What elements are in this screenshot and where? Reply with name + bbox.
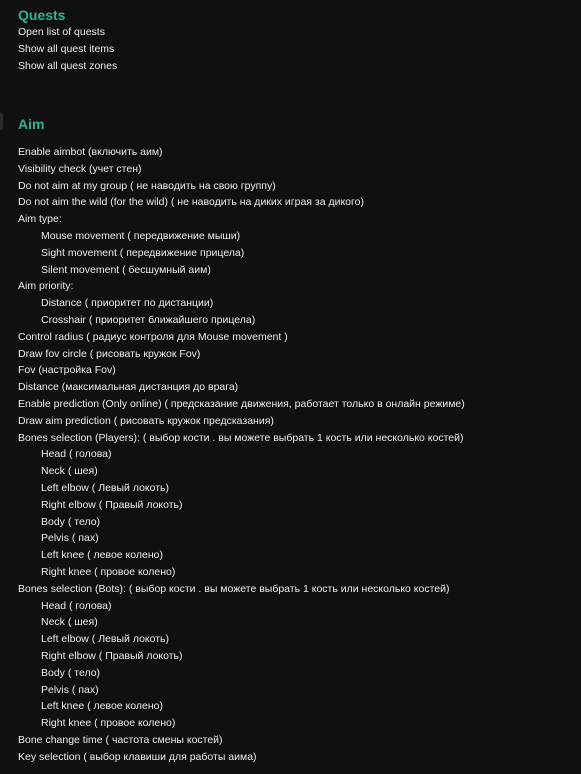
aim-list-item: Sight movement ( передвижение прицела) bbox=[41, 246, 245, 259]
aim-list-item: Do not aim at my group ( не наводить на свою группу) bbox=[18, 179, 276, 192]
quests-heading: Quests bbox=[18, 7, 66, 23]
edge-marker bbox=[0, 112, 3, 130]
aim-list-item: Bone change time ( частота смены костей) bbox=[18, 733, 223, 746]
aim-list-item: Right knee ( провое колено) bbox=[41, 565, 176, 578]
aim-list-item: Head ( голова) bbox=[41, 599, 112, 612]
aim-list-item: Draw aim prediction ( рисовать кружок предсказания) bbox=[18, 414, 274, 427]
aim-list-item: Right elbow ( Правый локоть) bbox=[41, 649, 183, 662]
aim-list-item: Pelvis ( пах) bbox=[41, 532, 99, 545]
aim-list-item: Distance ( приоритет по дистанции) bbox=[41, 297, 214, 310]
aim-list-item: Mouse movement ( передвижение мыши) bbox=[41, 229, 241, 242]
aim-list-item: Right knee ( провое колено) bbox=[41, 717, 176, 730]
quests-list bbox=[0, 24, 117, 75]
aim-list-item: Left elbow ( Левый локоть) bbox=[41, 633, 170, 646]
aim-list-item: Neck ( шея) bbox=[41, 616, 98, 629]
aim-list-item: Key selection ( выбор клавиши для работы аима) bbox=[18, 750, 257, 763]
aim-list-item: Body ( тело) bbox=[41, 666, 101, 679]
aim-list-item: Left elbow ( Левый локоть) bbox=[41, 481, 170, 494]
aim-list-item: Body ( тело) bbox=[41, 515, 101, 528]
aim-list-item: Bones selection (Players): ( выбор кости . вы можете выбрать 1 кость или несколько костей) bbox=[18, 431, 464, 444]
quests-list-item: Open list of quests bbox=[18, 26, 105, 38]
aim-list-item: Neck ( шея) bbox=[41, 465, 98, 478]
aim-list-item: Head ( голова) bbox=[41, 448, 112, 461]
aim-list-item: Left knee ( левое колено) bbox=[41, 700, 163, 713]
quests-list-item: Show all quest zones bbox=[18, 60, 118, 72]
aim-list-item: Enable aimbot (включить аим) bbox=[18, 146, 163, 158]
aim-list-item: Control radius ( радиус контроля для Mouse movement ) bbox=[18, 330, 288, 343]
aim-list-item: Pelvis ( пах) bbox=[41, 683, 99, 696]
aim-list-item: Aim priority: bbox=[18, 280, 74, 293]
aim-list-item: Distance (максимальная дистанция до врага) bbox=[18, 381, 239, 394]
quests-list-item: Show all quest items bbox=[18, 43, 115, 55]
aim-list-item: Crosshair ( приоритет ближайшего прицела) bbox=[41, 313, 256, 326]
aim-list-item: Do not aim the wild (for the wild) ( не наводить на диких играя за дикого) bbox=[18, 196, 364, 209]
aim-list-item: Fov (настройка Fov) bbox=[18, 364, 116, 377]
aim-list-item: Aim type: bbox=[18, 213, 62, 226]
aim-list-item: Visibility check (учет стен) bbox=[18, 162, 142, 175]
aim-list-item: Left knee ( левое колено) bbox=[41, 549, 163, 562]
aim-list bbox=[0, 144, 465, 765]
aim-list-item: Right elbow ( Правый локоть) bbox=[41, 498, 183, 511]
aim-list-item: Enable prediction (Only online) ( предсказание движения, работает только в онлайн режиме) bbox=[18, 397, 465, 410]
aim-heading: Aim bbox=[18, 116, 45, 132]
aim-list-item: Silent movement ( бесшумный аим) bbox=[41, 263, 211, 276]
aim-list-item: Bones selection (Bots): ( выбор кости . вы можете выбрать 1 кость или несколько костей) bbox=[18, 582, 450, 595]
aim-list-item: Draw fov circle ( рисовать кружок Fov) bbox=[18, 347, 201, 360]
